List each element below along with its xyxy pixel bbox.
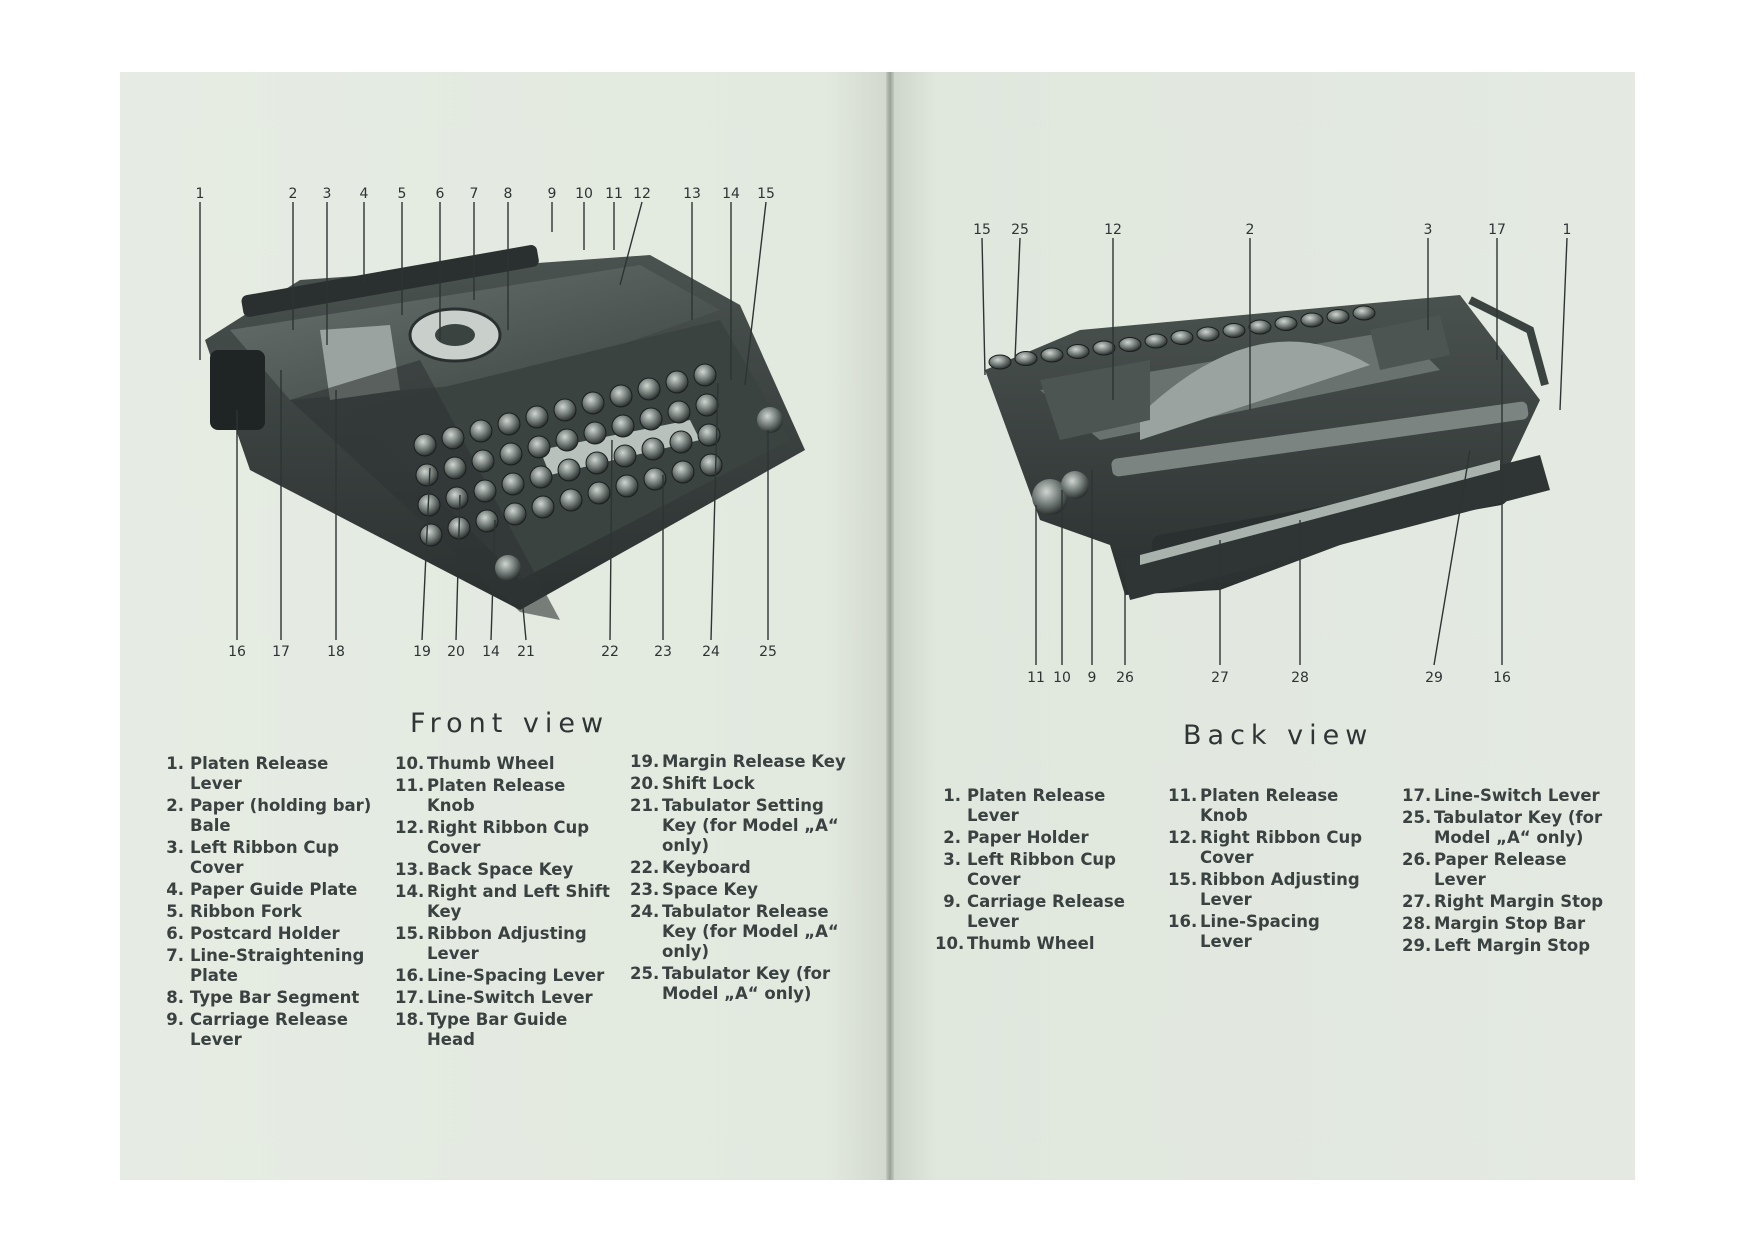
typewriter-key: [1093, 341, 1115, 355]
legend-item-number: 27.: [1402, 892, 1432, 911]
legend-item-label: Ribbon Fork: [190, 902, 302, 921]
callout-front-22: 22: [601, 644, 619, 660]
typewriter-key: [526, 406, 548, 428]
typewriter-key: [1301, 313, 1323, 327]
back-view-typewriter: [985, 295, 1550, 600]
typewriter-key: [694, 364, 716, 386]
legend-item-label: Shift Lock: [662, 774, 755, 793]
callout-front-17: 17: [272, 644, 290, 660]
callout-front-13: 13: [683, 186, 701, 202]
legend-item-number: 17.: [395, 988, 425, 1007]
typewriter-key: [1015, 352, 1037, 366]
typewriter-key: [1327, 310, 1349, 324]
typewriter-key: [638, 378, 660, 400]
typewriter-key: [560, 489, 582, 511]
typewriter-key: [470, 420, 492, 442]
typewriter-key: [414, 434, 436, 456]
typewriter-key: [1171, 331, 1193, 345]
typewriter-key: [989, 355, 1011, 369]
back-view-heading: Back view: [1183, 720, 1374, 751]
legend-item-label: Margin Release Key: [662, 752, 846, 771]
typewriter-key: [700, 454, 722, 476]
legend-item-label: Back Space Key: [427, 860, 574, 879]
legend-item: [1402, 936, 1622, 956]
legend-item: [395, 860, 615, 880]
typewriter-key: [1197, 327, 1219, 341]
legend-item: [158, 838, 378, 878]
legend-item-number: 2.: [166, 796, 184, 815]
typewriter-key: [582, 392, 604, 414]
legend-item-number: 17.: [1402, 786, 1432, 805]
typewriter-key: [666, 371, 688, 393]
legend-item-label: Space Key: [662, 880, 758, 899]
legend-item-number: 16.: [395, 966, 425, 985]
legend-item-number: 10.: [935, 934, 965, 953]
legend-item-label: Ribbon Adjusting Lever: [1200, 870, 1360, 909]
legend-item: [630, 902, 850, 962]
legend-item: [158, 796, 378, 836]
legend-item-number: 6.: [166, 924, 184, 943]
legend-item: [630, 858, 850, 878]
legend-item: [395, 882, 615, 922]
legend-item-label: Thumb Wheel: [967, 934, 1095, 953]
legend-item-number: 11.: [1168, 786, 1198, 805]
legend-item-number: 12.: [1168, 828, 1198, 847]
typewriter-key: [1067, 345, 1089, 359]
legend-item-number: 13.: [395, 860, 425, 879]
legend-item-number: 8.: [166, 988, 184, 1007]
callout-back-15: 15: [973, 222, 991, 238]
typewriter-key: [416, 464, 438, 486]
typewriter-key: [588, 482, 610, 504]
legend-item-label: Tabulator Setting Key (for Model „A“ only): [662, 796, 839, 855]
legend-item-number: 19.: [630, 752, 660, 771]
legend-item-number: 1.: [166, 754, 184, 773]
legend-item-label: Line-Switch Lever: [1434, 786, 1600, 805]
typewriter-key: [1119, 338, 1141, 352]
legend-item-number: 7.: [166, 946, 184, 965]
legend-item-label: Paper (holding bar) Bale: [190, 796, 372, 835]
typewriter-key: [528, 436, 550, 458]
callout-back-9: 9: [1087, 670, 1097, 686]
typewriter-key: [610, 385, 632, 407]
legend-item-label: Platen Release Knob: [1200, 786, 1339, 825]
callout-front-5: 5: [397, 186, 407, 202]
callout-front-14b: 14: [482, 644, 500, 660]
legend-item-label: Carriage Release Lever: [967, 892, 1125, 931]
typewriter-key: [612, 415, 634, 437]
callout-front-11: 11: [605, 186, 623, 202]
typewriter-key: [640, 408, 662, 430]
legend-item: [1168, 786, 1368, 826]
typewriter-key: [532, 496, 554, 518]
legend-item-number: 9.: [166, 1010, 184, 1029]
callout-back-26: 26: [1116, 670, 1134, 686]
legend-item: [935, 828, 1135, 848]
legend-item-label: Margin Stop Bar: [1434, 914, 1586, 933]
legend-item-number: 3.: [166, 838, 184, 857]
legend-item-number: 18.: [395, 1010, 425, 1029]
legend-item-number: 11.: [395, 776, 425, 795]
callout-back-29: 29: [1425, 670, 1443, 686]
legend-item-label: Line-Spacing Lever: [427, 966, 605, 985]
callout-back-11: 11: [1027, 670, 1045, 686]
legend-item: [935, 934, 1135, 954]
legend-item: [1402, 786, 1622, 806]
callout-back-28: 28: [1291, 670, 1309, 686]
typewriter-key: [668, 401, 690, 423]
legend-item: [630, 752, 850, 772]
back-legend-col-3: [1402, 786, 1622, 958]
legend-item-number: 12.: [395, 818, 425, 837]
front-legend-col-1: [158, 754, 378, 1052]
typewriter-key: [554, 399, 576, 421]
legend-item: [158, 946, 378, 986]
legend-item-label: Ribbon Adjusting Lever: [427, 924, 587, 963]
legend-item-number: 24.: [630, 902, 660, 921]
callout-front-12: 12: [633, 186, 651, 202]
typewriter-key: [472, 450, 494, 472]
legend-item-number: 5.: [166, 902, 184, 921]
legend-item-number: 16.: [1168, 912, 1198, 931]
callout-front-9: 9: [547, 186, 557, 202]
legend-item-number: 26.: [1402, 850, 1432, 869]
typewriter-key: [474, 480, 496, 502]
legend-item-label: Left Ribbon Cup Cover: [967, 850, 1116, 889]
callout-front-14: 14: [722, 186, 740, 202]
legend-item-number: 29.: [1402, 936, 1432, 955]
legend-item-label: Keyboard: [662, 858, 751, 877]
legend-item: [1168, 828, 1368, 868]
legend-item: [395, 754, 615, 774]
legend-item-number: 25.: [1402, 808, 1432, 827]
typewriter-key: [504, 503, 526, 525]
typewriter-key: [498, 413, 520, 435]
legend-item: [395, 1010, 615, 1050]
typewriter-key: [614, 445, 636, 467]
legend-item: [630, 964, 850, 1004]
typewriter-key: [1353, 306, 1375, 320]
typewriter-key: [500, 443, 522, 465]
legend-item-label: Tabulator Release Key (for Model „A“ only): [662, 902, 839, 961]
legend-item: [395, 966, 615, 986]
legend-item: [158, 1010, 378, 1050]
typewriter-key: [584, 422, 606, 444]
callout-front-7: 7: [469, 186, 479, 202]
legend-item: [1402, 914, 1622, 934]
legend-item: [1402, 808, 1622, 848]
legend-item: [630, 796, 850, 856]
callout-front-23: 23: [654, 644, 672, 660]
legend-item: [158, 988, 378, 1008]
legend-item-number: 25.: [630, 964, 660, 983]
legend-item: [935, 786, 1135, 826]
typewriter-key: [616, 475, 638, 497]
callout-back-10: 10: [1053, 670, 1071, 686]
callout-front-20: 20: [447, 644, 465, 660]
legend-item: [158, 880, 378, 900]
legend-item-number: 9.: [943, 892, 961, 911]
callout-front-1: 1: [195, 186, 205, 202]
legend-item: [1168, 870, 1368, 910]
legend-item-label: Paper Guide Plate: [190, 880, 358, 899]
callout-front-19: 19: [413, 644, 431, 660]
legend-item-number: 22.: [630, 858, 660, 877]
legend-item-number: 21.: [630, 796, 660, 815]
legend-item-label: Right Ribbon Cup Cover: [427, 818, 590, 857]
callout-back-17: 17: [1488, 222, 1506, 238]
typewriter-key: [444, 457, 466, 479]
legend-item-number: 10.: [395, 754, 425, 773]
legend-item: [1168, 912, 1368, 952]
legend-item: [1402, 850, 1622, 890]
front-legend-col-2: [395, 754, 615, 1052]
callout-front-2: 2: [288, 186, 298, 202]
legend-item: [395, 818, 615, 858]
legend-item-label: Left Margin Stop: [1434, 936, 1591, 955]
callout-front-3: 3: [322, 186, 332, 202]
callout-back-16: 16: [1493, 670, 1511, 686]
legend-item-number: 23.: [630, 880, 660, 899]
legend-item-number: 28.: [1402, 914, 1432, 933]
callout-front-4: 4: [359, 186, 369, 202]
typewriter-key: [670, 431, 692, 453]
callout-back-25: 25: [1011, 222, 1029, 238]
legend-item-number: 15.: [395, 924, 425, 943]
callout-front-10: 10: [575, 186, 593, 202]
legend-item-label: Platen Release Lever: [190, 754, 329, 793]
typewriter-key: [420, 524, 442, 546]
legend-item-label: Line-Switch Lever: [427, 988, 593, 1007]
back-legend-col-1: [935, 786, 1135, 956]
callout-front-16: 16: [228, 644, 246, 660]
legend-item-label: Type Bar Segment: [190, 988, 360, 1007]
legend-item: [630, 774, 850, 794]
legend-item: [935, 850, 1135, 890]
typewriter-key: [446, 487, 468, 509]
legend-item-number: 1.: [943, 786, 961, 805]
legend-item-label: Right Ribbon Cup Cover: [1200, 828, 1363, 867]
back-legend-col-2: [1168, 786, 1368, 954]
legend-item-number: 15.: [1168, 870, 1198, 889]
callout-front-21: 21: [517, 644, 535, 660]
legend-item-label: Postcard Holder: [190, 924, 340, 943]
typewriter-key: [558, 459, 580, 481]
legend-item-label: Carriage Release Lever: [190, 1010, 348, 1049]
legend-item-label: Right and Left Shift Key: [427, 882, 610, 921]
typewriter-key: [696, 394, 718, 416]
typewriter-key: [1275, 317, 1297, 331]
typewriter-key: [1145, 334, 1167, 348]
legend-item-label: Paper Release Lever: [1434, 850, 1567, 889]
typewriter-key: [1249, 320, 1271, 334]
callout-front-18: 18: [327, 644, 345, 660]
legend-item-number: 20.: [630, 774, 660, 793]
legend-item-number: 2.: [943, 828, 961, 847]
typewriter-key: [1041, 348, 1063, 362]
legend-item: [158, 924, 378, 944]
callout-back-1: 1: [1562, 222, 1572, 238]
front-legend-col-3: [630, 752, 850, 1006]
legend-item-label: Tabulator Key (for Model „A“ only): [1434, 808, 1603, 847]
callout-front-8: 8: [503, 186, 513, 202]
typewriter-key: [642, 438, 664, 460]
callout-front-15: 15: [757, 186, 775, 202]
legend-item-number: 3.: [943, 850, 961, 869]
legend-item: [395, 988, 615, 1008]
callout-back-3: 3: [1423, 222, 1433, 238]
legend-item: [1402, 892, 1622, 912]
callout-front-6: 6: [435, 186, 445, 202]
legend-item: [630, 880, 850, 900]
callout-front-25: 25: [759, 644, 777, 660]
legend-item: [158, 754, 378, 794]
typewriter-key: [586, 452, 608, 474]
typewriter-key: [556, 429, 578, 451]
callout-front-24: 24: [702, 644, 720, 660]
legend-item-number: 14.: [395, 882, 425, 901]
legend-item-label: Paper Holder: [967, 828, 1089, 847]
legend-item-label: Line-Spacing Lever: [1200, 912, 1320, 951]
legend-item: [395, 924, 615, 964]
legend-item-label: Platen Release Lever: [967, 786, 1106, 825]
typewriter-key: [530, 466, 552, 488]
legend-item: [395, 776, 615, 816]
legend-item-number: 4.: [166, 880, 184, 899]
legend-item-label: Line-Straightening Plate: [190, 946, 365, 985]
typewriter-key: [1223, 324, 1245, 338]
legend-item: [935, 892, 1135, 932]
legend-item-label: Left Ribbon Cup Cover: [190, 838, 339, 877]
callout-back-27: 27: [1211, 670, 1229, 686]
typewriter-key: [442, 427, 464, 449]
typewriter-key: [502, 473, 524, 495]
front-view-heading: Front view: [410, 708, 610, 739]
callout-back-2: 2: [1245, 222, 1255, 238]
legend-item: [158, 902, 378, 922]
legend-item-label: Right Margin Stop: [1434, 892, 1604, 911]
callout-back-12: 12: [1104, 222, 1122, 238]
legend-item-label: Platen Release Knob: [427, 776, 566, 815]
legend-item-label: Thumb Wheel: [427, 754, 555, 773]
typewriter-key: [672, 461, 694, 483]
legend-item-label: Type Bar Guide Head: [427, 1010, 568, 1049]
legend-item-label: Tabulator Key (for Model „A“ only): [662, 964, 831, 1003]
